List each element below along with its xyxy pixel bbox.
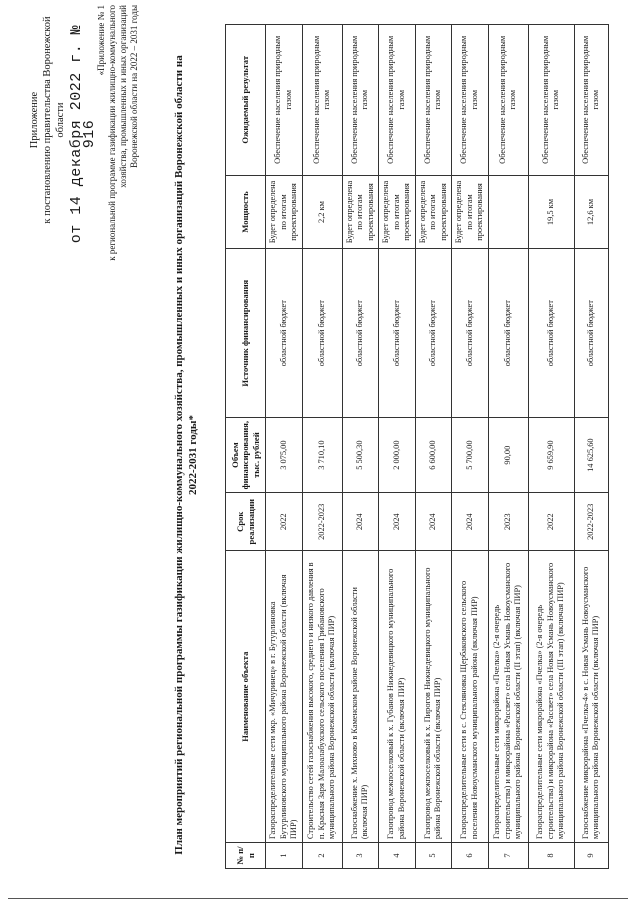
table-row: [415, 25, 452, 869]
object-name-cell: Газораспределительные сети микрорайона «Пчелка» (2-я очередь строительства) и микрорайона «Рассвет» села Новая Усмань Новоусманского муниципального района Воронежской области (II этап) (включая ПИР): [488, 551, 528, 843]
term-cell: 2024: [342, 493, 379, 551]
capacity-value: Будет определена по итогам проектирования: [268, 180, 298, 244]
table-row: [452, 25, 489, 869]
row-number-cell: 4: [379, 843, 416, 869]
row-number-cell: 8: [528, 843, 574, 869]
table-row: [302, 25, 342, 869]
capacity-cell: [488, 175, 528, 249]
source-cell: областной бюджет: [379, 249, 416, 418]
result-cell: Обеспечение населения природным газом: [488, 25, 528, 176]
result-cell: Обеспечение населения природным газом: [452, 25, 489, 176]
term-cell: 2022-2023: [302, 493, 342, 551]
source-cell: областной бюджет: [488, 249, 528, 418]
appendix-title: Приложение: [29, 91, 40, 149]
row-number-cell: 5: [415, 843, 452, 869]
source-cell: областной бюджет: [266, 249, 303, 418]
source-cell: областной бюджет: [302, 249, 342, 418]
result-cell: Обеспечение населения природным газом: [266, 25, 303, 176]
term-cell: 2022: [528, 493, 574, 551]
term-cell: 2022: [266, 493, 303, 551]
object-name-cell: Газораспределительные сети мкр. «Мичуринец» в г. Бутурлиновка Бутурлиновского муниципального района Воронежской области (включая ПИР): [266, 551, 303, 843]
capacity-cell: [452, 175, 489, 249]
capacity-value: Будет определена по итогам проектирования: [454, 180, 484, 244]
capacity-cell: [266, 175, 303, 249]
program-appendix-line: Воронежской области на 2022 – 2031 годы: [129, 5, 139, 168]
capacity-value: 2,2 км: [316, 201, 326, 223]
column-header-result: Ожидаемый результат: [226, 25, 266, 176]
row-number-cell: 7: [488, 843, 528, 869]
object-name-cell: Газораспределительные сети в с. Стекляновка Щербаковского сельского поселения Новоусманского муниципального района (включая ПИР): [452, 551, 489, 843]
result-cell: Обеспечение населения природным газом: [302, 25, 342, 176]
table-header-row: [226, 25, 266, 869]
object-name-cell: Газопровод межпоселковый к х. Пирогов Нижнедевицкого муниципального района Воронежской области (включая ПИР): [415, 551, 452, 843]
program-appendix-note: [96, 5, 140, 290]
term-cell: 2023: [488, 493, 528, 551]
order-date-number: от 14 декабря 2022 г. № 916: [68, 24, 98, 244]
amount-cell: 3 075,00: [266, 417, 303, 492]
object-name-cell: Газопровод межпоселковый к х. Губанов Нижнедевицкого муниципального района Воронежской области (включая ПИР): [379, 551, 416, 843]
source-cell: областной бюджет: [452, 249, 489, 418]
table-row: [488, 25, 528, 869]
result-cell: Обеспечение населения природным газом: [528, 25, 574, 176]
term-cell: 2022-2023: [574, 493, 608, 551]
table-body: [266, 25, 609, 869]
capacity-cell: [302, 175, 342, 249]
row-number-cell: 2: [302, 843, 342, 869]
amount-cell: 2 000,00: [379, 417, 416, 492]
source-cell: областной бюджет: [574, 249, 608, 418]
amount-cell: 9 659,90: [528, 417, 574, 492]
object-name-cell: Газоснабжение микрорайона «Пчелка-4» в с. Новая Усмань Новоусманского муниципального района Воронежской области (включая ПИР): [574, 551, 608, 843]
amount-cell: 6 600,00: [415, 417, 452, 492]
capacity-value: Будет определена по итогам проектирования: [417, 180, 448, 244]
result-cell: Обеспечение населения природным газом: [574, 25, 608, 176]
program-appendix-line: «Приложение № 1: [96, 5, 106, 76]
object-name-cell: Газораспределительные сети микрорайона «Пчелка» (2-я очередь строительства) и микрорайона «Рассвет» села Новая Усмань Новоусманского муниципального района Воронежской области (III этап) (включая ПИР): [528, 551, 574, 843]
row-number-cell: 1: [266, 843, 303, 869]
capacity-value: Будет определена по итогам проектирования: [344, 180, 375, 244]
object-name-cell: Газоснабжение х. Михново в Каменском районе Воронежской области (включая ПИР): [342, 551, 379, 843]
capacity-cell: [528, 175, 574, 249]
row-number-cell: 6: [452, 843, 489, 869]
amount-cell: 5 500,30: [342, 417, 379, 492]
program-appendix-line: к региональной программе газификации жилищно-коммунального: [107, 5, 117, 261]
row-number-cell: 3: [342, 843, 379, 869]
amount-cell: 90,00: [488, 417, 528, 492]
column-header-capacity: Мощность: [226, 175, 266, 249]
capacity-cell: [342, 175, 379, 249]
term-cell: 2024: [379, 493, 416, 551]
result-cell: Обеспечение населения природным газом: [342, 25, 379, 176]
table-row: [342, 25, 379, 869]
capacity-value: 12,6 км: [585, 198, 595, 226]
appendix-header: [28, 5, 67, 235]
object-name-cell: Строительство сетей газоснабжения высокого, среднего и низкого давления в п. Красная Заря Малоалабухского сельского поселения Грибановского муниципального района Воронежской области (включая ПИР): [302, 551, 342, 843]
table-row: [574, 25, 608, 869]
row-number-cell: 9: [574, 843, 608, 869]
scan-edge-line: [8, 898, 628, 899]
amount-cell: 3 710,10: [302, 417, 342, 492]
column-header-amount: Объем финансирования, тыс. рублей: [226, 417, 266, 492]
source-cell: областной бюджет: [415, 249, 452, 418]
plan-title: План мероприятий региональной программы газификации жилищно-коммунального хозяйства, промышленных и иных организаций Воронежской области на 2022-2031 годы*: [173, 55, 199, 855]
amount-cell: 14 625,60: [574, 417, 608, 492]
result-cell: Обеспечение населения природным газом: [415, 25, 452, 176]
result-cell: Обеспечение населения природным газом: [379, 25, 416, 176]
capacity-cell: [574, 175, 608, 249]
term-cell: 2024: [415, 493, 452, 551]
amount-cell: 5 700,00: [452, 417, 489, 492]
capacity-cell: [415, 175, 452, 249]
column-header-name: Наименование объекта: [226, 551, 266, 843]
source-cell: областной бюджет: [342, 249, 379, 418]
capacity-value: 19,5 км: [545, 198, 555, 226]
column-header-source: Источник финансирования: [226, 249, 266, 418]
table-row: [379, 25, 416, 869]
column-header-term: Срок реализации: [226, 493, 266, 551]
capacity-cell: [379, 175, 416, 249]
table-row: [266, 25, 303, 869]
table-row: [528, 25, 574, 869]
source-cell: областной бюджет: [528, 249, 574, 418]
program-appendix-line: хозяйства, промышленных и иных организаций: [118, 5, 128, 188]
capacity-value: Будет определена по итогам проектирования: [381, 180, 411, 244]
column-header-num: № п/п: [226, 843, 266, 869]
plan-table: [225, 24, 609, 869]
appendix-line: к постановлению правительства Воронежской области: [42, 16, 66, 224]
term-cell: 2024: [452, 493, 489, 551]
